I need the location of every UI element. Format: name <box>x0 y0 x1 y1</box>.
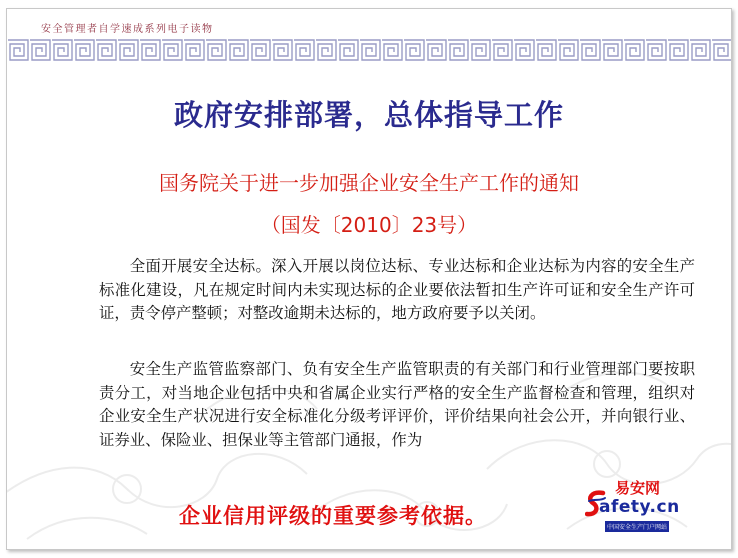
site-logo <box>585 475 703 535</box>
notice-title: 国务院关于进一步加强企业安全生产工作的通知 <box>159 171 579 195</box>
paragraph-supervision: 安全生产监管监察部门、负有安全生产监管职责的有关部门和行业管理部门要按职责分工，对当地企业包括中央和省属企业实行严格的安全生产监督检查和管理，组织对企业安全生产状况进行安全标准化分级考评评价，评价结果向社会公开，并向银行业、证券业、保险业、担保业等主管部门通报，作为 <box>99 360 695 449</box>
series-title: 安全管理者自学速成系列电子读物 <box>41 24 214 35</box>
conclusion-text: 企业信用评级的重要参考依据。 <box>179 504 487 528</box>
paragraph-safety-standards: 全面开展安全达标。深入开展以岗位达标、专业达标和企业达标为内容的安全生产标准化建设，凡在规定时间内未实现达标的企业要依法暂扣生产许可证和安全生产许可证，责令停产整顿；对整改逾期未达标的，地方政府要予以关闭。 <box>99 257 695 322</box>
logo-subtitle: 中国安全生产门户网站 <box>605 521 669 532</box>
header-bar <box>7 9 731 37</box>
logo-url: afety.cn <box>599 497 680 517</box>
main-title: 政府安排部署，总体指导工作 <box>173 98 564 132</box>
logo-name: 易安网 <box>615 479 661 497</box>
decorative-pattern-band <box>7 39 731 61</box>
document-number: （国发〔2010〕23号） <box>260 213 478 237</box>
slide-frame <box>6 8 732 550</box>
